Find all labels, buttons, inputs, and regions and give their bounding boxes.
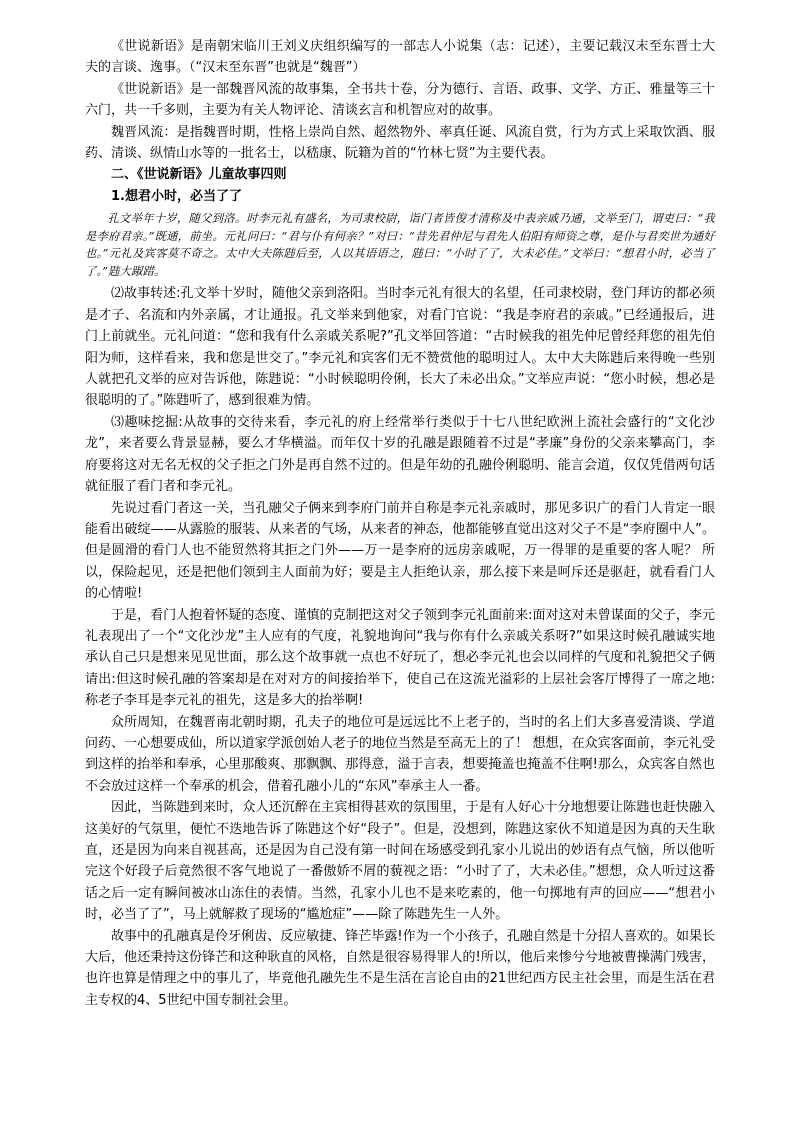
body-paragraph: 故事中的孔融真是伶牙俐齿、反应敏捷、锋芒毕露!作为一个小孩子，孔融自然是十分招人喜欢的。如果长大后，他还秉持这份锋芒和这种耿直的风格，自然是很容易得罪人的!所以，他后来惨兮兮地被曹操满门残害，也许也算是情理之中的事儿了，毕竟他孔融先生不是生活在言论自由的21世纪西方民主社会里，而是生活在君主专权的4、5世纪中国专制社会里。 [85, 928, 715, 1008]
body-paragraph: 先说过看门者这一关，当孔融父子俩来到李府门前并自称是李元礼亲戚时，那见多识广的看门人肯定一眼能看出破绽——从露脸的服装、从来者的气场，从来者的神态，他都能够直觉出这对父子不是“李府圈中人”。但是圆滑的看门人也不能贸然将其拒之门外——万一是李府的远房亲戚呢，万一得罪的是重要的客人呢？ 所以，保险起见，还是把他们领到主人面前为好；要是主人拒绝认亲，那么接下来是呵斥还是驱赶，就看看门人的心情啦! [85, 500, 715, 602]
story-heading: 1.想君小时，必当了了 [111, 189, 242, 205]
body-paragraph: 众所周知，在魏晋南北朝时期，孔夫子的地位可是远远比不上老子的，当时的名上们大多喜爱清谈、学道问药、一心想要成仙，所以道家学派创始人老子的地位当然是至高无上的了！ 想想，在众宾客面前，李元礼受到这样的抬举和奉承，心里那酸爽、那飘飘、那得意，溢于言表，想要掩盖也掩盖不住啊!那么，众宾客自然也不会放过这样一个奉承的机会，借着孔融小儿的“东风”奉承主人一番。 [85, 714, 715, 794]
intro-paragraph: 魏晋风流：是指魏晋时期，性格上崇尚自然、超然物外、率真任诞、风流自赏，行为方式上采取饮酒、服药、清谈、纵情山水等的一批名士，以嵇康、阮籍为首的“竹林七贤”为主要代表。 [85, 124, 715, 162]
original-text: 孔文举年十岁，随父到洛。时李元礼有盛名，为司隶校尉，诣门者皆俊才清称及中表亲戚乃通，文举至门，谓吏曰：“我是李府君亲。”既通，前坐。元礼问曰：“君与仆有何亲？”对曰：“昔先君仲尼与君先人伯阳有师资之尊，是仆与君奕世为通好也。”元礼及宾客莫不奇之。太中大夫陈韪后至，人以其语语之，韪曰：“小时了了，大未必佳。”文举曰：“想君小时，必当了了。”韪大踧踖。 [85, 212, 715, 278]
body-paragraph: ⑵故事转述:孔文举十岁时，随他父亲到洛阳。当时李元礼有很大的名望，任司隶校尉，登门拜访的都必须是才子、名流和内外亲属，才让通报。孔文举来到他家，对看门官说：“我是李府君的亲戚。”已经通报后，进门上前就坐。元礼问道：“您和我有什么亲戚关系呢?”孔文举回答道：“古时候我的祖先仲尼曾经拜您的祖先伯阳为师，这样看来，我和您是世交了。”李元礼和宾客们无不赞赏他的聪明过人。太中大夫陈韪后来得晚一些别人就把孔文举的应对告诉他，陈韪说：“小时候聪明伶俐，长大了未必出众。”文举应声说：“您小时候，想必是很聪明的了。”陈韪听了，感到很难为情。 [85, 286, 715, 409]
body-paragraph: ⑶趣味挖掘:从故事的交待来看，李元礼的府上经常举行类似于十七八世纪欧洲上流社会盛行的“文化沙龙”，来者要么背景显赫，要么才华横溢。而年仅十岁的孔融是跟随着不过是“孝廉”身份的父亲来攀高门，李府要将这对无名无权的父子拒之门外是再自然不过的。但是年幼的孔融伶俐聪明、能言会道，仅仅凭借两句话就征服了看门者和李元礼。 [85, 414, 715, 495]
intro-paragraph: 《世说新语》是一部魏晋风流的故事集，全书共十卷，分为德行、言语、政事、文学、方正、雅量等三十六门，共一千多则，主要为有关人物评论、清谈玄言和机智应对的故事。 [85, 81, 715, 119]
document-page [85, 36, 715, 1011]
intro-paragraph: 《世说新语》是南朝宋临川王刘义庆组织编写的一部志人小说集（志：记述），主要记载汉末至东晋士大夫的言谈、逸事。（“汉末至东晋”也就是“魏晋”） [85, 39, 715, 76]
section-heading: 二、《世说新语》儿童故事四则 [111, 167, 287, 183]
body-paragraph: 因此，当陈韪到来时，众人还沉醉在主宾相得甚欢的氛围里，于是有人好心十分地想要让陈韪也赶快融入这美好的气氛里，便忙不迭地告诉了陈韪这个好“段子”。但是，没想到，陈韪这家伙不知道是因为真的天生耿直，还是因为向来自视甚高，还是因为自己没有第一时间在场感受到孔家小儿说出的妙语有点气恼，所以他听完这个好段子后竟然很不客气地说了一番傲娇不屑的藐视之语：“小时了了，大未必佳。”想想，众人听过这番话之后一定有瞬间被冰山冻住的表情。当然，孔家小儿也不是来吃素的，他一句掷地有声的回应——“想君小时，必当了了”，马上就解救了现场的“尴尬症”——除了陈韪先生一人外。 [85, 800, 715, 923]
body-paragraph: 于是，看门人抱着怀疑的态度、谨慎的克制把这对父子领到李元礼面前来:面对这对未曾谋面的父子，李元礼表现出了一个“文化沙龙”主人应有的气度，礼貌地询问“我与你有什么亲戚关系呀?”如果这时候孔融诚实地承认自己只是想来见见世面，那么这个故事就一点也不好玩了，想必李元礼也会以同样的气度和礼貌把父子俩请出:但这时候孔融的答案却是在对对方的间接抬举下，使自己在这流光溢彩的上层社会客厅博得了一席之地:称老子李耳是李元礼的祖先，这是多大的抬举啊! [85, 607, 715, 709]
